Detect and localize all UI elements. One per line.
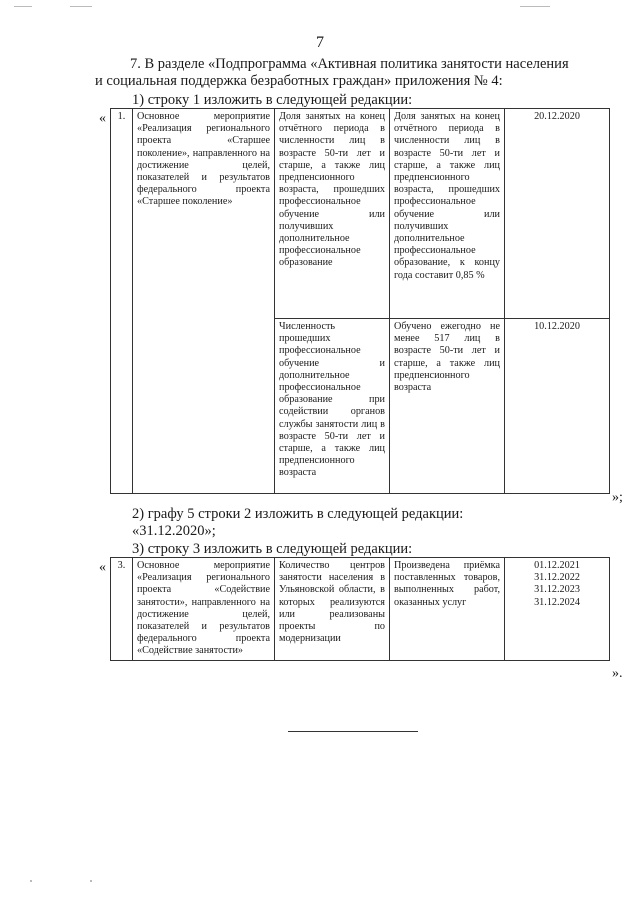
measure-cell: Основное мероприятие «Реализация регионального проекта «Старшее поколение», направленного на достижение целей, показателей и результатов федерального проекта «Старшее поколение» [133,109,275,494]
date-line: 31.12.2024 [534,596,580,608]
date-line: 31.12.2023 [534,584,580,596]
scan-mark [30,880,32,882]
scan-mark [70,6,92,7]
table-1-close-quote: »; [612,490,623,505]
table-3-open-quote: « [99,560,106,575]
target-cell: Обучено ежегодно не менее 517 лиц в возрасте 50-ти лет и старше, а также лиц предпенсионного возраста [390,319,505,494]
row-number: 1. [111,109,133,494]
item-3-heading: 3) строку 3 изложить в следующей редакции: [132,541,413,557]
scan-mark [520,6,550,7]
intro-line-1: 7. В разделе «Подпрограмма «Активная политика занятости населения [130,56,569,72]
scan-mark [14,6,32,7]
dates-cell [505,558,610,661]
table-1-open-quote: « [99,111,106,126]
date-cell: 10.12.2020 [505,319,610,494]
date-line: 31.12.2022 [534,572,580,584]
item-2-line-2: «31.12.2020»; [132,523,216,539]
intro-line-2: и социальная поддержка безработных граждан» приложения № 4: [95,73,503,89]
row-number: 3. [111,558,133,661]
item-1-heading: 1) строку 1 изложить в следующей редакции: [132,92,413,108]
table-row-1 [110,108,610,494]
table-1-row-a [111,109,610,319]
page-number: 7 [316,34,324,51]
closing-rule [288,731,418,732]
date-cell: 20.12.2020 [505,109,610,319]
target-cell: Доля занятых на конец отчётного периода в численности лиц в возрасте 50-ти лет и старше, а также лиц предпенсионного возраста, прошедших профессиональное обучение или получивших дополнительное профессиональное образование, к концу года составит 0,85 % [390,109,505,319]
indicator-cell: Численность прошедших профессиональное обучение и дополнительное профессиональное образование при содействии органов службы занятости лиц в возрасте 50-ти лет и старше, а также лиц предпенсионного возраста [275,319,390,494]
date-line: 01.12.2021 [534,560,580,571]
table-3-row [111,558,610,661]
indicator-cell: Доля занятых на конец отчётного периода в численности лиц в возрасте 50-ти лет и старше, а также лиц предпенсионного возраста, прошедших профессиональное обучение или получивших дополнительное профессиональное образование [275,109,390,319]
table-3-close-quote: ». [612,666,623,681]
item-2-line-1: 2) графу 5 строки 2 изложить в следующей редакции: [132,506,464,522]
indicator-cell: Количество центров занятости населения в Ульяновской области, в которых реализуются или реализованы проекты по модернизации [275,558,390,661]
table-row-3 [110,557,610,661]
scan-mark [90,880,92,882]
target-cell: Произведена приёмка поставленных товаров, выполненных работ, оказанных услуг [390,558,505,661]
measure-cell: Основное мероприятие «Реализация регионального проекта «Содействие занятости», направленного на достижение целей, показателей и результатов федерального проекта «Содействие занятости» [133,558,275,661]
